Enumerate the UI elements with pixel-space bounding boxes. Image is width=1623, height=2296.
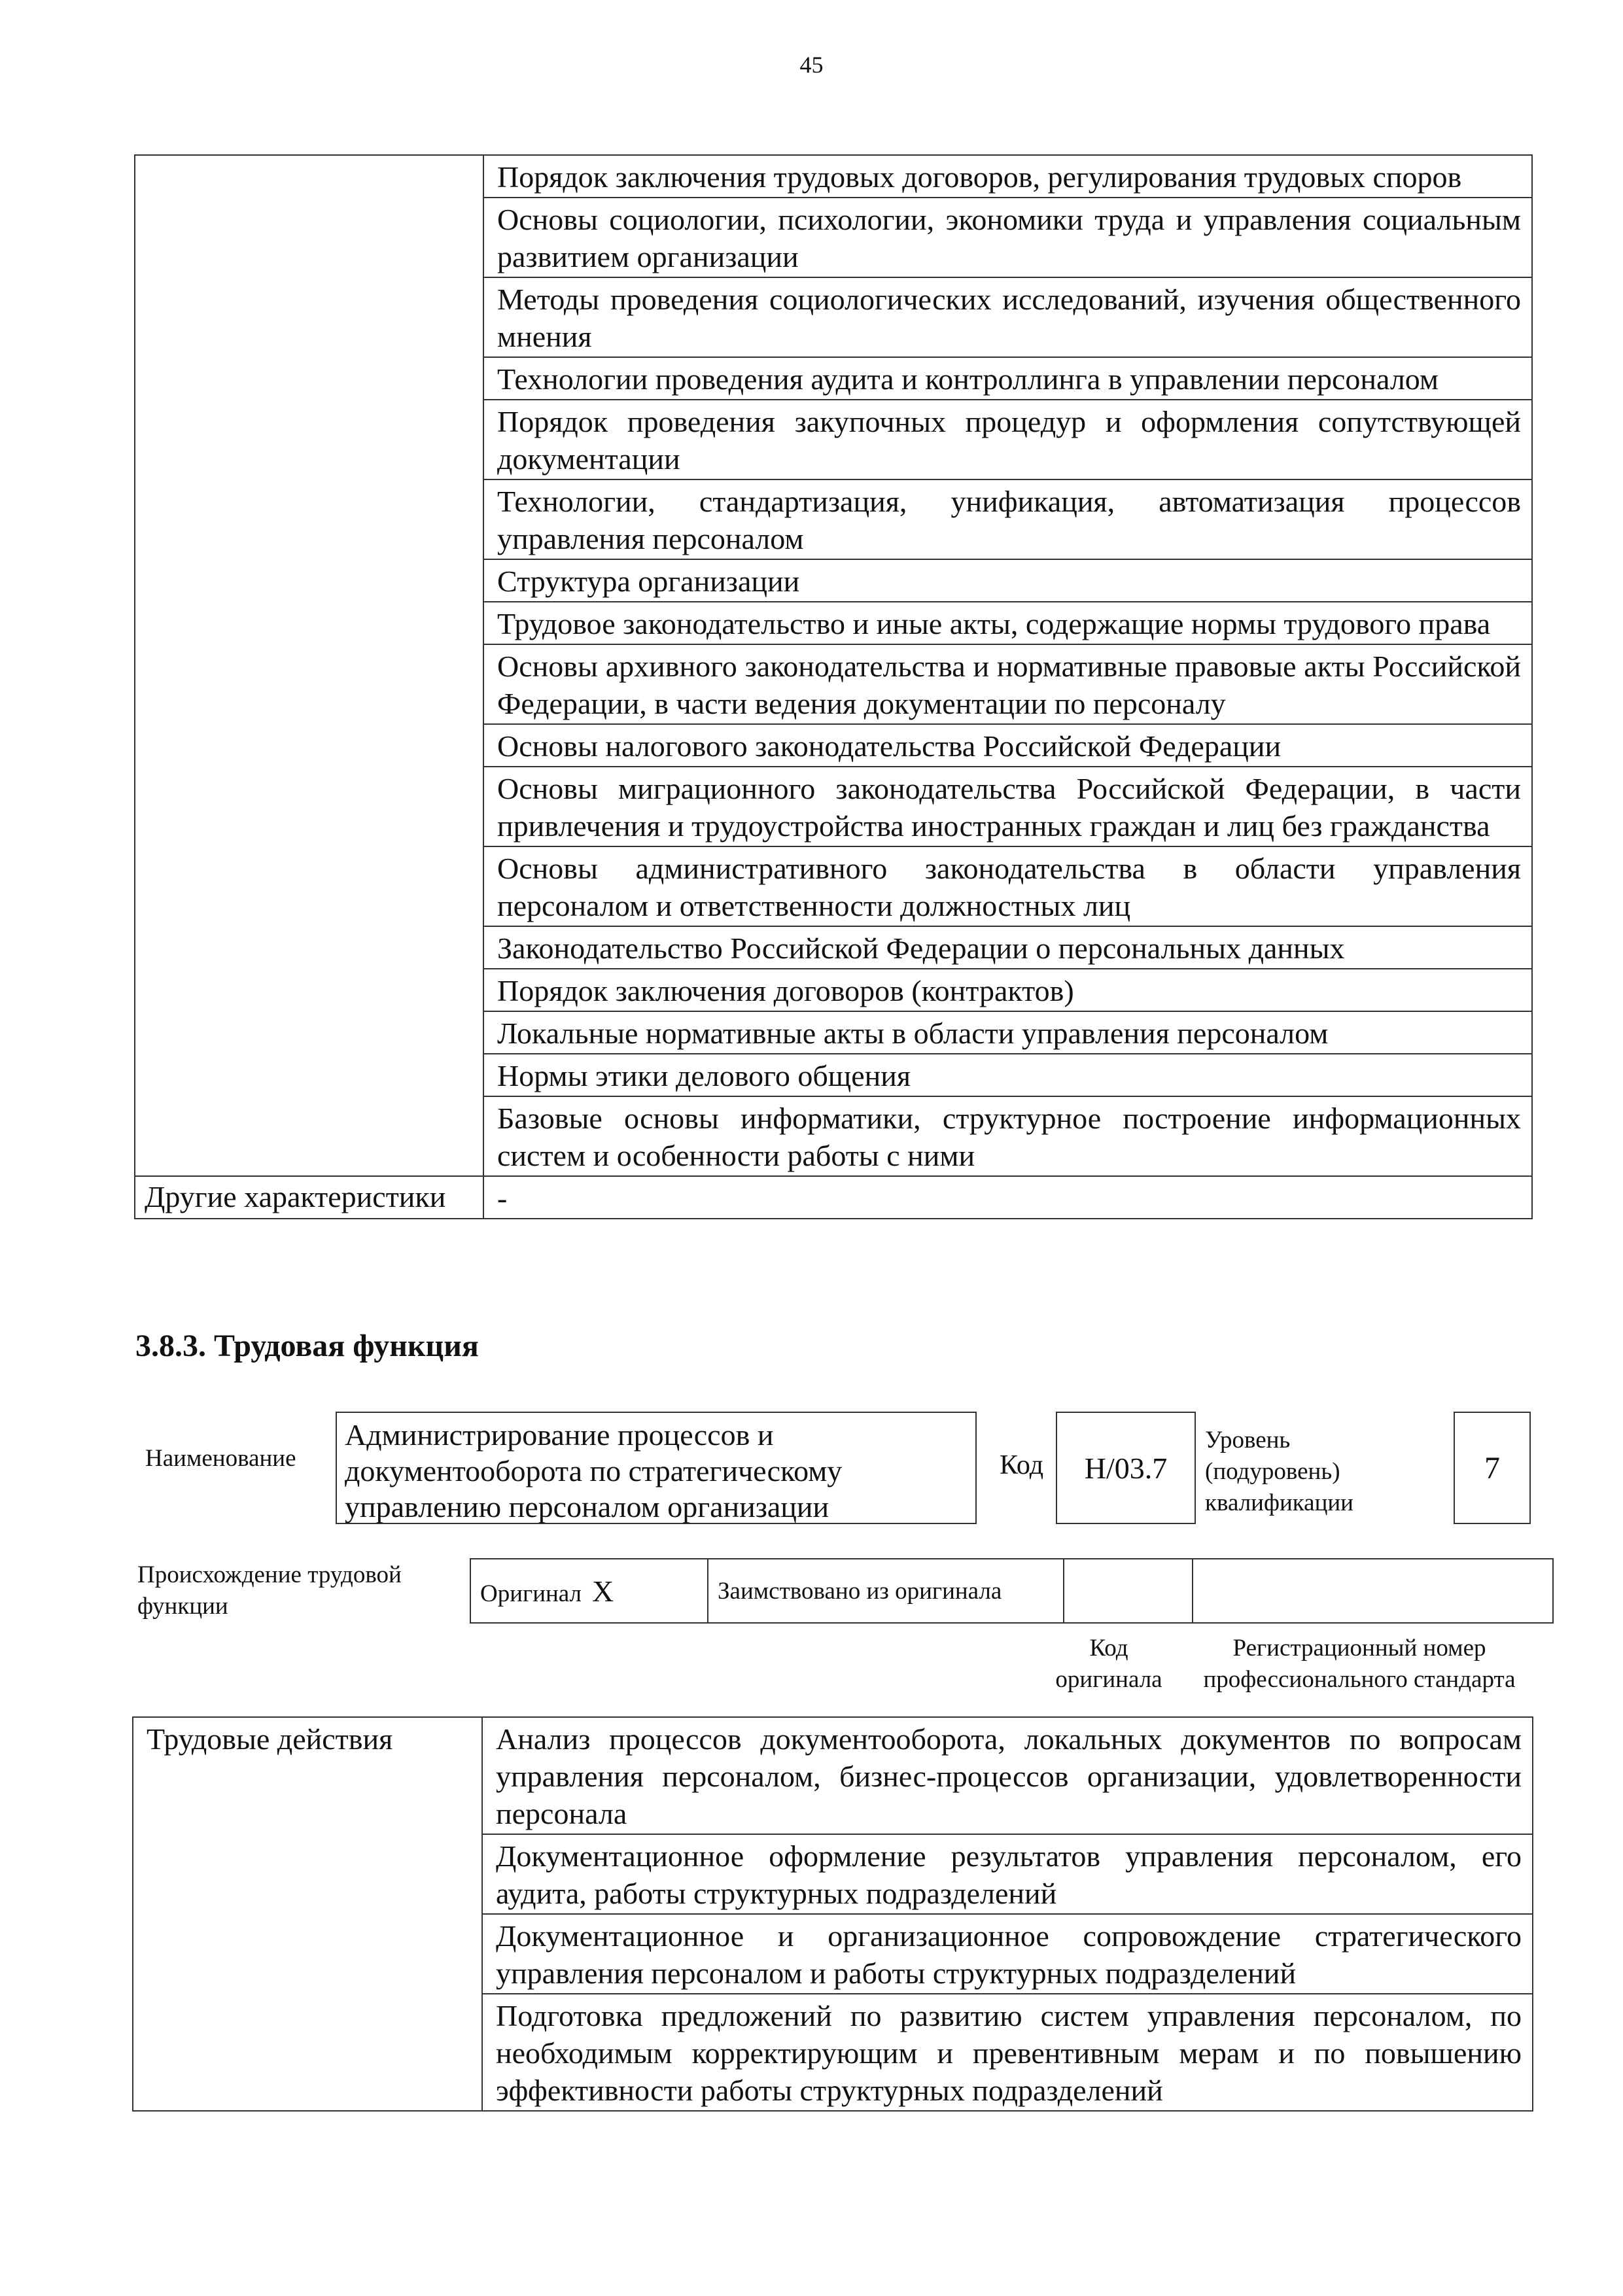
knowledge-item: Технологии проведения аудита и контроллинга в управлении персоналом (483, 357, 1532, 400)
action-item: Подготовка предложений по развитию систем управления персоналом, по необходимым корректирующим и превентивным мерам и по повышению эффективности работы структурных подразделений (482, 1994, 1533, 2111)
origin-label-line: Происхождение трудовой (137, 1561, 402, 1588)
original-code-cell (1064, 1559, 1193, 1623)
knowledge-item: Основы миграционного законодательства Российской Федерации, в части привлечения и трудоустройства иностранных граждан и лиц без гражданства (483, 767, 1532, 846)
other-characteristics-label: Другие характеристики (135, 1176, 483, 1219)
table-row (470, 1559, 1553, 1623)
knowledge-left-cell (135, 155, 483, 1176)
table-row (135, 1176, 1532, 1219)
original-label: Оригинал (480, 1580, 582, 1607)
action-item: Документационное и организационное сопровождение стратегического управления персоналом и работы структурных подразделений (482, 1914, 1533, 1994)
knowledge-table (134, 154, 1533, 1219)
page-number: 45 (799, 52, 824, 78)
origin-table (470, 1558, 1554, 1624)
borrowed-cell: Заимствовано из оригинала (708, 1559, 1064, 1623)
action-item: Документационное оформление результатов управления персоналом, его аудита, работы структурных подразделений (482, 1834, 1533, 1914)
knowledge-item: Структура организации (483, 559, 1532, 602)
qualification-level-box: 7 (1454, 1412, 1531, 1524)
knowledge-item: Методы проведения социологических исследований, изучения общественного мнения (483, 277, 1532, 357)
original-cell (470, 1559, 708, 1623)
actions-table (132, 1716, 1533, 2112)
table-row (133, 1717, 1533, 1834)
section-heading: 3.8.3. Трудовая функция (135, 1329, 479, 1363)
caption-line: профессионального стандарта (1203, 1666, 1516, 1693)
caption-line: оригинала (1055, 1666, 1162, 1693)
knowledge-item: Трудовое законодательство и иные акты, содержащие нормы трудового права (483, 602, 1532, 644)
level-label-line: (подуровень) (1205, 1458, 1340, 1485)
knowledge-item: Порядок проведения закупочных процедур и оформления сопутствующей документации (483, 400, 1532, 479)
caption-line: Регистрационный номер (1232, 1635, 1486, 1661)
code-box: H/03.7 (1056, 1412, 1196, 1524)
knowledge-item: Законодательство Российской Федерации о персональных данных (483, 926, 1532, 969)
knowledge-item: Локальные нормативные акты в области управления персоналом (483, 1011, 1532, 1054)
action-item: Анализ процессов документооборота, локальных документов по вопросам управления персоналом, бизнес-процессов организации, удовлетворенности персонала (482, 1717, 1533, 1834)
knowledge-item: Базовые основы информатики, структурное построение информационных систем и особенности работы с ними (483, 1096, 1532, 1176)
function-name-box: Администрирование процессов и документооборота по стратегическому управлению персоналом организации (336, 1412, 977, 1524)
level-label-line: Уровень (1205, 1427, 1291, 1453)
knowledge-item: Нормы этики делового общения (483, 1054, 1532, 1096)
knowledge-item: Основы социологии, психологии, экономики труда и управления социальным развитием организации (483, 198, 1532, 277)
table-row (135, 155, 1532, 198)
knowledge-item: Порядок заключения трудовых договоров, регулирования трудовых споров (483, 155, 1532, 198)
knowledge-item: Порядок заключения договоров (контрактов) (483, 969, 1532, 1011)
registration-number-cell (1193, 1559, 1553, 1623)
other-characteristics-value: - (483, 1176, 1532, 1219)
caption-line: Код (1089, 1635, 1128, 1661)
actions-label: Трудовые действия (133, 1717, 482, 2111)
origin-label (137, 1559, 402, 1622)
knowledge-item: Технологии, стандартизация, унификация, автоматизация процессов управления персоналом (483, 479, 1532, 559)
origin-label-line: функции (137, 1593, 228, 1620)
knowledge-item: Основы налогового законодательства Российской Федерации (483, 724, 1532, 767)
code-label: Код (1000, 1450, 1044, 1480)
level-label-line: квалификации (1205, 1489, 1353, 1516)
original-mark: X (592, 1574, 614, 1608)
qualification-level-label (1205, 1425, 1353, 1519)
original-code-caption (1047, 1633, 1171, 1696)
name-label: Наименование (145, 1445, 296, 1472)
registration-number-caption (1176, 1633, 1543, 1696)
knowledge-item: Основы архивного законодательства и нормативные правовые акты Российской Федерации, в части ведения документации по персоналу (483, 644, 1532, 724)
knowledge-item: Основы административного законодательства в области управления персоналом и ответственности должностных лиц (483, 846, 1532, 926)
